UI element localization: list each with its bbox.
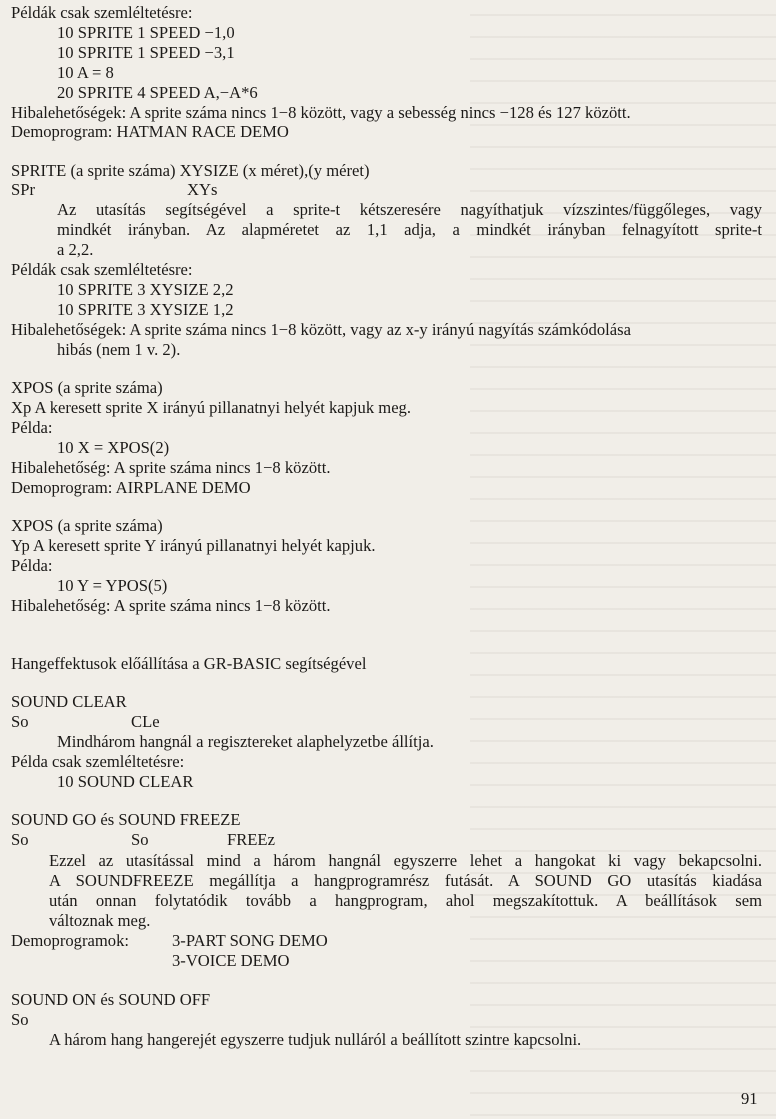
examples-label: Példa csak szemléltetésre: [11,752,185,771]
command-heading: SOUND GO és SOUND FREEZE [11,810,241,829]
command-heading: SPRITE (a sprite száma) XYSIZE (x méret),(y méret) [11,161,370,180]
error-note: Hibalehetőség: A sprite száma nincs 1−8 között. [11,596,331,615]
description-line: mindkét irányban. Az alapméretet az 1,1 adja, a mindkét irányban felnagyított sprite-t [57,220,762,239]
example-label: Példa: [11,556,53,575]
code-line: 10 SPRITE 3 XYSIZE 1,2 [57,300,234,319]
demo-programs-label: Demoprogramok: [11,931,129,950]
code-line: 10 Y = YPOS(5) [57,576,168,595]
abbreviation: So [11,1010,29,1029]
code-line: 10 SPRITE 1 SPEED −3,1 [57,43,235,62]
abbreviation: SPr [11,180,35,199]
description-line: A SOUNDFREEZE megállítja a hangprogramrész futását. A SOUND GO utasítás kiadása [49,871,762,890]
command-heading: SOUND ON és SOUND OFF [11,990,211,1009]
command-heading: XPOS (a sprite száma) [11,378,163,397]
error-note: Hibalehetőség: A sprite száma nincs 1−8 között. [11,458,331,477]
error-note: Hibalehetőségek: A sprite száma nincs 1−8 között, vagy az x-y irányú nagyítás számkódolása [11,320,631,339]
error-note-continued: hibás (nem 1 v. 2). [57,340,181,359]
abbreviation: FREEz [227,830,275,849]
code-line: 20 SPRITE 4 SPEED A,−A*6 [57,83,258,102]
description-line: Az utasítás segítségével a sprite-t kétszeresére nagyíthatjuk vízszintes/függőleges, vagy [57,200,762,219]
description-line: A három hang hangerejét egyszerre tudjuk nulláról a beállított szintre kapcsolni. [49,1030,582,1049]
description-line: Yp A keresett sprite Y irányú pillanatnyi helyét kapjuk. [11,536,376,555]
abbreviation: So [11,712,29,731]
code-line: 10 X = XPOS(2) [57,438,170,457]
code-line: 10 A = 8 [57,63,114,82]
abbreviation: XYs [187,180,218,199]
demo-program-item: 3-PART SONG DEMO [172,931,328,950]
description-line: Xp A keresett sprite X irányú pillanatnyi helyét kapjuk meg. [11,398,411,417]
command-heading: SOUND CLEAR [11,692,127,711]
description-line: Ezzel az utasítással mind a három hangnál egyszerre lehet a hangokat ki vagy bekapcsolni. [49,851,762,870]
description-line: Mindhárom hangnál a regisztereket alaphelyzetbe állítja. [57,732,434,751]
examples-label: Példák csak szemléltetésre: [11,3,193,22]
code-line: 10 SOUND CLEAR [57,772,194,791]
description-line: változnak meg. [49,911,151,930]
demo-program-item: 3-VOICE DEMO [172,951,290,970]
demo-program: Demoprogram: HATMAN RACE DEMO [11,122,289,141]
error-note: Hibalehetőségek: A sprite száma nincs 1−8 között, vagy a sebesség nincs −128 és 127 között. [11,103,631,122]
abbreviation: CLe [131,712,160,731]
bleed-through-shadow [470,0,776,1119]
example-label: Példa: [11,418,53,437]
description-line: után onnan folytatódik tovább a hangprogram, ahol megszakítottuk. A beállítások sem [49,891,762,910]
description-line: a 2,2. [57,240,94,259]
abbreviation: So [131,830,149,849]
demo-program: Demoprogram: AIRPLANE DEMO [11,478,251,497]
command-heading: XPOS (a sprite száma) [11,516,163,535]
page-number: 91 [741,1089,758,1108]
examples-label: Példák csak szemléltetésre: [11,260,193,279]
abbreviation: So [11,830,29,849]
code-line: 10 SPRITE 1 SPEED −1,0 [57,23,235,42]
code-line: 10 SPRITE 3 XYSIZE 2,2 [57,280,234,299]
section-heading: Hangeffektusok előállítása a GR-BASIC segítségével [11,654,367,673]
